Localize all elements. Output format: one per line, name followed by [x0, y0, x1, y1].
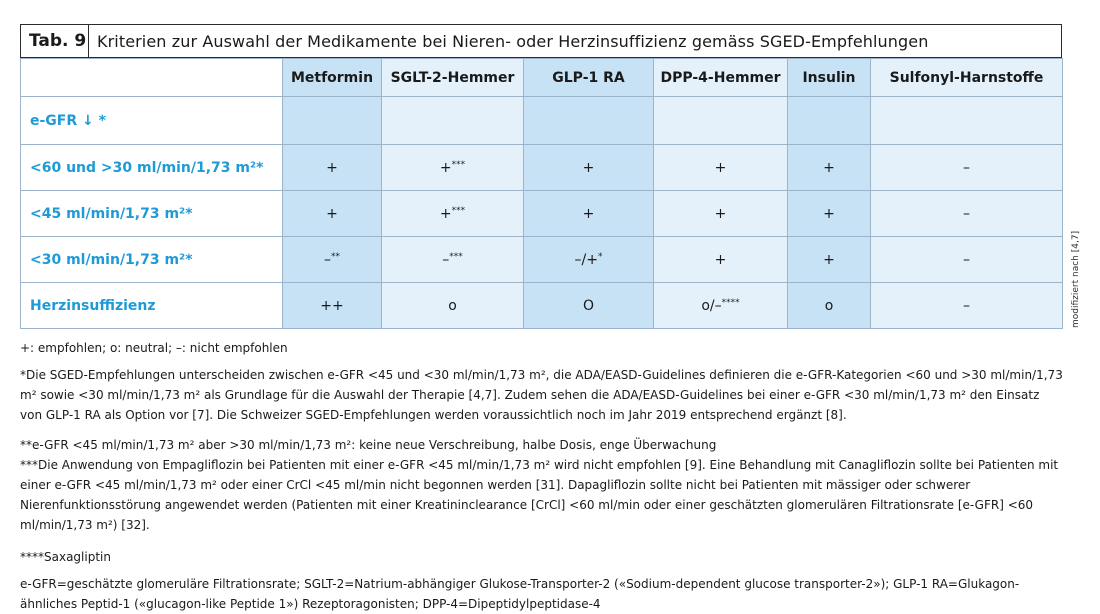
table-row: [21, 145, 1063, 191]
source-note: [1067, 228, 1085, 332]
table-cell: –: [871, 237, 1063, 283]
table-row: [21, 237, 1063, 283]
table-cell: [382, 97, 524, 145]
table-cell: [524, 97, 654, 145]
table-cell: [788, 97, 871, 145]
table-cell: –: [871, 145, 1063, 191]
table-row: [21, 97, 1063, 145]
table-cell: +: [788, 191, 871, 237]
footnote-marker: **: [331, 251, 340, 262]
row-label: e-GFR ↓ *: [21, 97, 283, 145]
header-insulin: Insulin: [788, 59, 871, 97]
table-row: [21, 283, 1063, 329]
table-cell: +: [283, 145, 382, 191]
header-glp1: GLP-1 RA: [524, 59, 654, 97]
header-sglt2: SGLT-2-Hemmer: [382, 59, 524, 97]
table-cell: –***: [382, 237, 524, 283]
table-number: Tab. 9: [21, 25, 89, 57]
footnote-legend: +: empfohlen; o: neutral; –: nicht empfohlen: [20, 341, 288, 355]
table-cell: +: [654, 237, 788, 283]
table-cell: +: [654, 191, 788, 237]
footnote-4: ****Saxagliptin: [20, 550, 111, 564]
footnote-3: ***Die Anwendung von Empagliflozin bei Patienten mit einer e-GFR <45 ml/min/1,73 m² wird nicht empfohlen [9]. Eine Behandlung mit Canagliflozin sollte bei Patienten mit einer e-GFR <45 ml/min/1,73 m² oder einer CrCl <45 ml/min nicht begonnen werden [31]. Dapagliflozin sollte nicht bei Patienten mit mässiger oder schwerer Nierenfunktionsstörung angewendet werden (Patienten mit einer Kreatininclearance [CrCl] <60 ml/min oder einer geschätzten glomerulären Filtrationsrate [e-GFR] <60 ml/min/1,73 m²) [32].: [20, 458, 1059, 532]
footnote-marker: *: [597, 251, 603, 262]
table-cell: [871, 97, 1063, 145]
table-title: Kriterien zur Auswahl der Medikamente bei Nieren- oder Herzinsuffizienz gemäss SGED-Empfehlungen: [97, 31, 929, 51]
footnote-marker: ***: [449, 251, 463, 262]
criteria-table: [20, 58, 1063, 329]
table-cell: –: [871, 283, 1063, 329]
table-cell: +: [283, 191, 382, 237]
table-cell: +: [524, 191, 654, 237]
table-cell: [283, 97, 382, 145]
table-cell: o/–****: [654, 283, 788, 329]
table-cell: +: [788, 145, 871, 191]
footnote-marker: ***: [451, 159, 466, 170]
table-cell: O: [524, 283, 654, 329]
footnote-abbreviations: e-GFR=geschätzte glomeruläre Filtrationsrate; SGLT-2=Natrium-abhängiger Glukose-Transporter-2 («Sodium-dependent glucose transporter-2»); GLP-1 RA=Glukagon-ähnliches Peptid-1 («glucagon-like Peptide 1») Rezeptoragonisten; DPP-4=Dipeptidylpeptidase-4: [20, 577, 1020, 611]
footnote-1: *Die SGED-Empfehlungen unterscheiden zwischen e-GFR <45 und <30 ml/min/1,73 m², die ADA/EASD-Guidelines definieren die e-GFR-Kategorien <60 und >30 ml/min/1,73 m² sowie <30 ml/min/1,73 m² als Grundlage für die Auswahl der Therapie [4,7]. Zudem sehen die ADA/EASD-Guidelines bei einer e-GFR <30 ml/min/1,73 m² den Einsatz von GLP-1 RA als Option vor [7]. Die Schweizer SGED-Empfehlungen werden voraussichtlich noch im Jahr 2019 entsprechend ergänzt [8].: [20, 368, 1063, 422]
footnote-marker: ****: [721, 297, 740, 308]
row-label: <45 ml/min/1,73 m²*: [21, 191, 283, 237]
table-cell: –: [871, 191, 1063, 237]
footnotes: [20, 338, 1065, 614]
table-cell: o: [788, 283, 871, 329]
header-metformin: Metformin: [283, 59, 382, 97]
table-cell: o: [382, 283, 524, 329]
table-cell: +***: [382, 145, 524, 191]
table-cell: [654, 97, 788, 145]
table-cell: –/+*: [524, 237, 654, 283]
row-label: Herzinsuffizienz: [21, 283, 283, 329]
table-header-row: [21, 59, 1063, 97]
table-cell: +: [654, 145, 788, 191]
row-label: <30 ml/min/1,73 m²*: [21, 237, 283, 283]
table-cell: –**: [283, 237, 382, 283]
header-sulfonyl: Sulfonyl-Harnstoffe: [871, 59, 1063, 97]
table-cell: +***: [382, 191, 524, 237]
header-dpp4: DPP-4-Hemmer: [654, 59, 788, 97]
footnote-marker: ***: [451, 205, 466, 216]
row-label: <60 und >30 ml/min/1,73 m²*: [21, 145, 283, 191]
table-cell: +: [788, 237, 871, 283]
table-title-bar: [20, 24, 1062, 58]
table-row: [21, 191, 1063, 237]
table-cell: +: [524, 145, 654, 191]
footnote-2: **e-GFR <45 ml/min/1,73 m² aber >30 ml/min/1,73 m²: keine neue Verschreibung, halbe Dosis, enge Überwachung: [20, 438, 717, 452]
table-container: [20, 24, 1062, 329]
table-cell: ++: [283, 283, 382, 329]
source-note-text: modifiziert nach [4,7]: [1071, 230, 1081, 328]
header-blank: [21, 59, 283, 97]
